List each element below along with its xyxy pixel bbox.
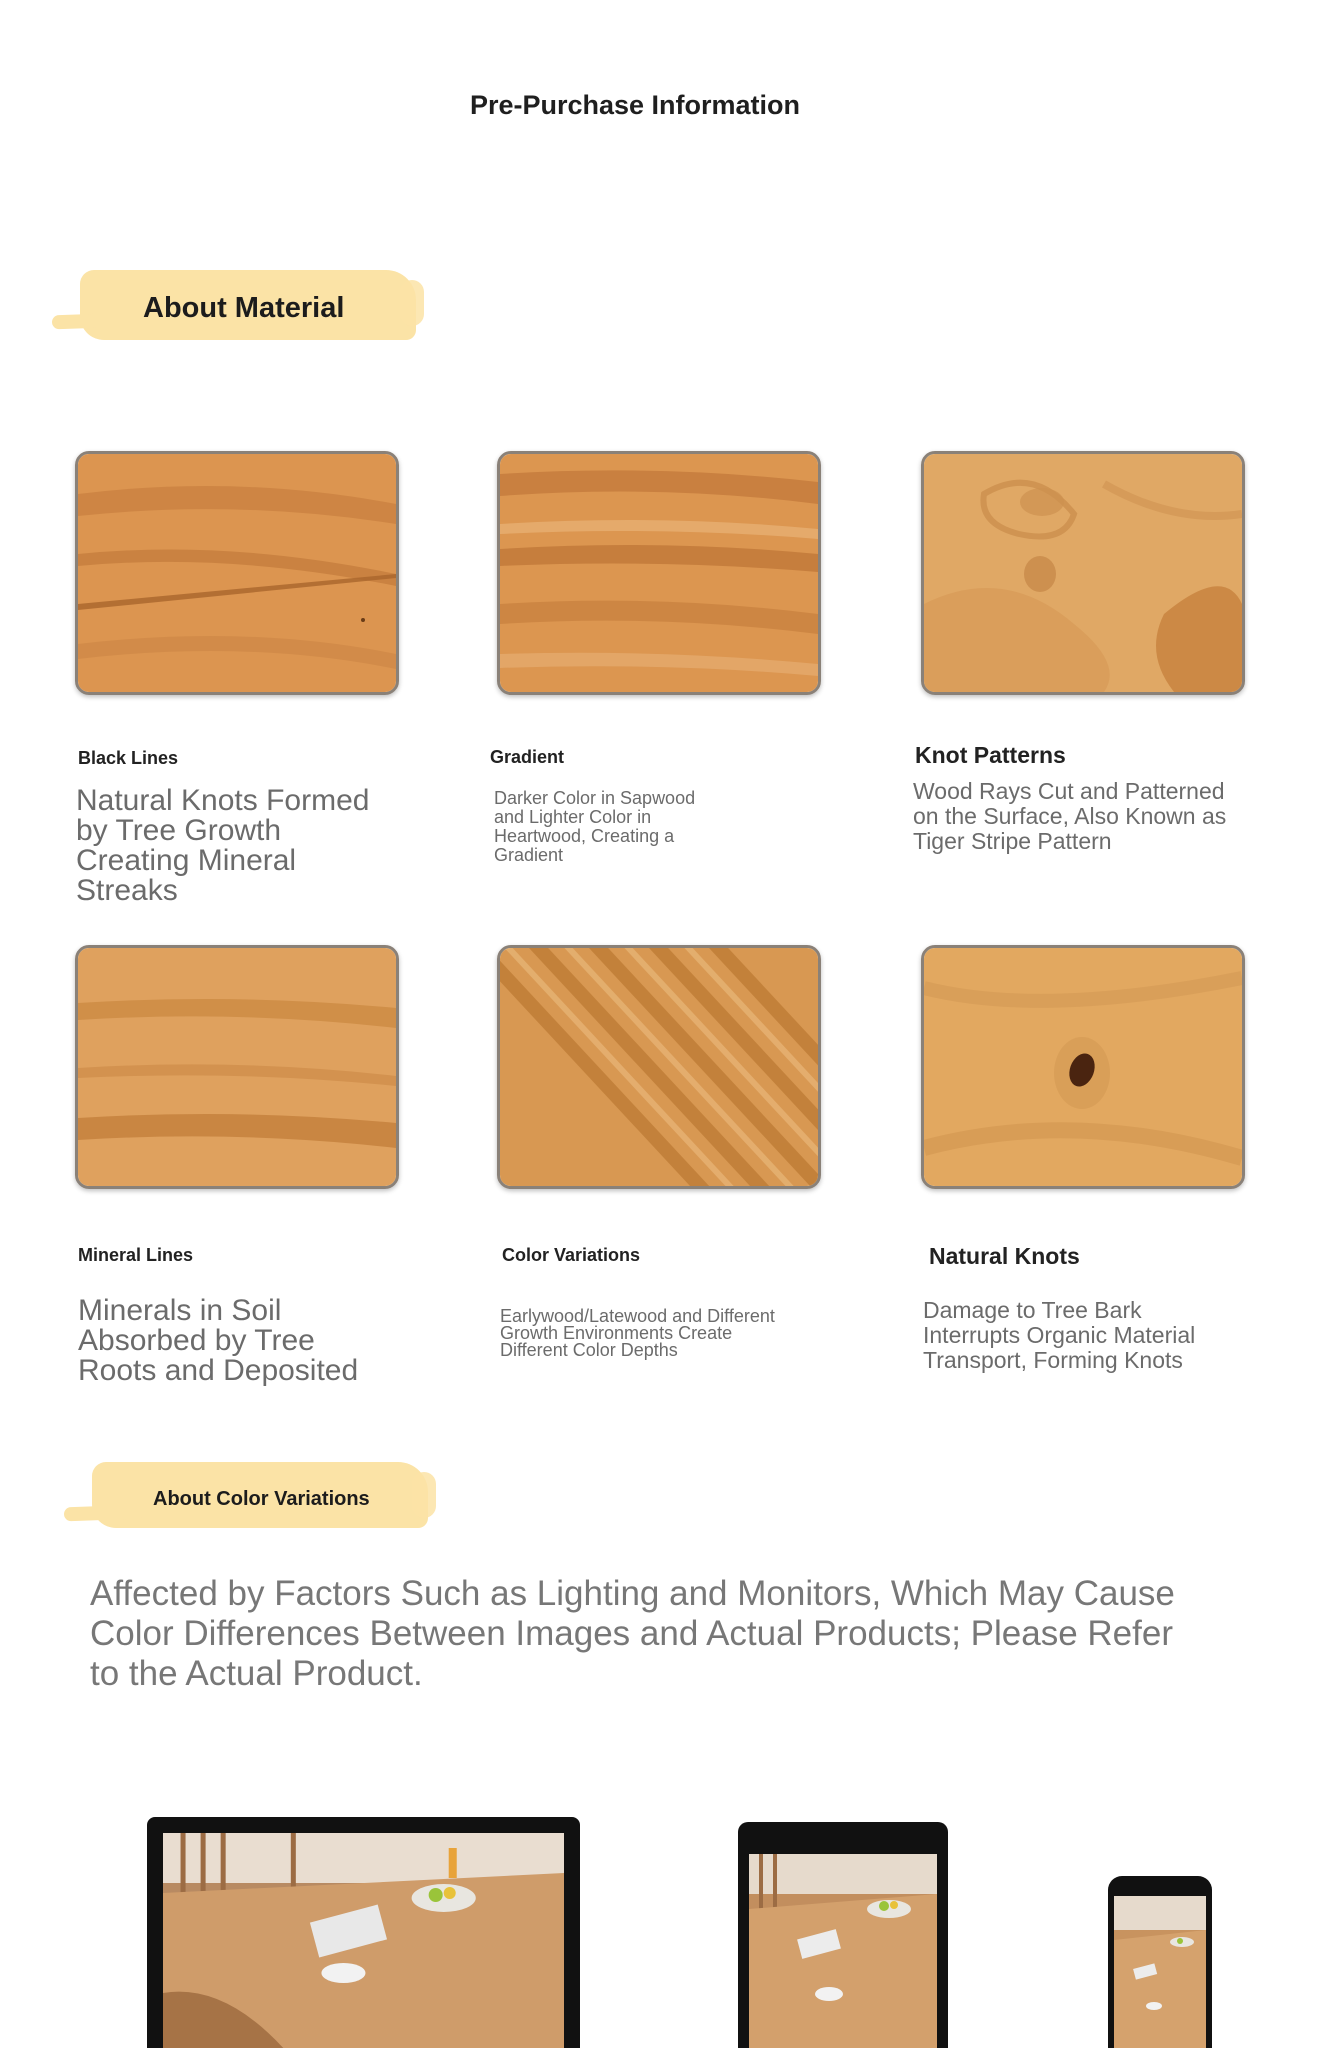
item-title-gradient: Gradient: [490, 747, 565, 767]
item-desc-knot-patterns: Wood Rays Cut and Patterned on the Surface, Also Known as Tiger Stripe Pattern: [913, 778, 1227, 854]
item-desc-mineral-lines: Minerals in Soil Absorbed by Tree Roots and Deposited: [78, 1294, 359, 1387]
item-desc-gradient: Darker Color in Sapwood and Lighter Color in Heartwood, Creating a Gradient: [494, 788, 696, 865]
wood-sample-mineral-lines: [75, 945, 399, 1189]
page-title: Pre-Purchase Information: [469, 90, 801, 120]
wood-sample-black-lines: [75, 451, 399, 695]
item-desc-natural-knots: Damage to Tree Bark Interrupts Organic Material Transport, Forming Knots: [923, 1297, 1196, 1373]
item-title-knot-patterns: Knot Patterns: [915, 742, 1066, 768]
wood-sample-natural-knots: [921, 945, 1245, 1189]
item-title-natural-knots: Natural Knots: [929, 1243, 1080, 1269]
wood-sample-knot-patterns: [921, 451, 1245, 695]
item-title-mineral-lines: Mineral Lines: [78, 1245, 194, 1265]
wood-sample-color-variations: [497, 945, 821, 1189]
item-title-color-variations: Color Variations: [502, 1245, 641, 1265]
about-material-heading: About Material: [143, 292, 345, 324]
about-color-heading: About Color Variations: [153, 1488, 370, 1510]
item-desc-color-variations: Earlywood/Latewood and Different Growth Environments Create Different Color Depths: [500, 1306, 775, 1360]
tablet-icon: [738, 1822, 948, 2048]
wood-sample-gradient: [497, 451, 821, 695]
phone-icon: [1108, 1876, 1212, 2048]
monitor-icon: [147, 1817, 580, 2048]
item-desc-black-lines: Natural Knots Formed by Tree Growth Creating Mineral Streaks: [76, 784, 370, 907]
color-variation-note: Affected by Factors Such as Lighting and Monitors, Which May Cause Color Differences Between Images and Actual Products; Please Refer to the Actual Product.: [90, 1574, 1175, 1693]
item-title-black-lines: Black Lines: [78, 748, 179, 768]
